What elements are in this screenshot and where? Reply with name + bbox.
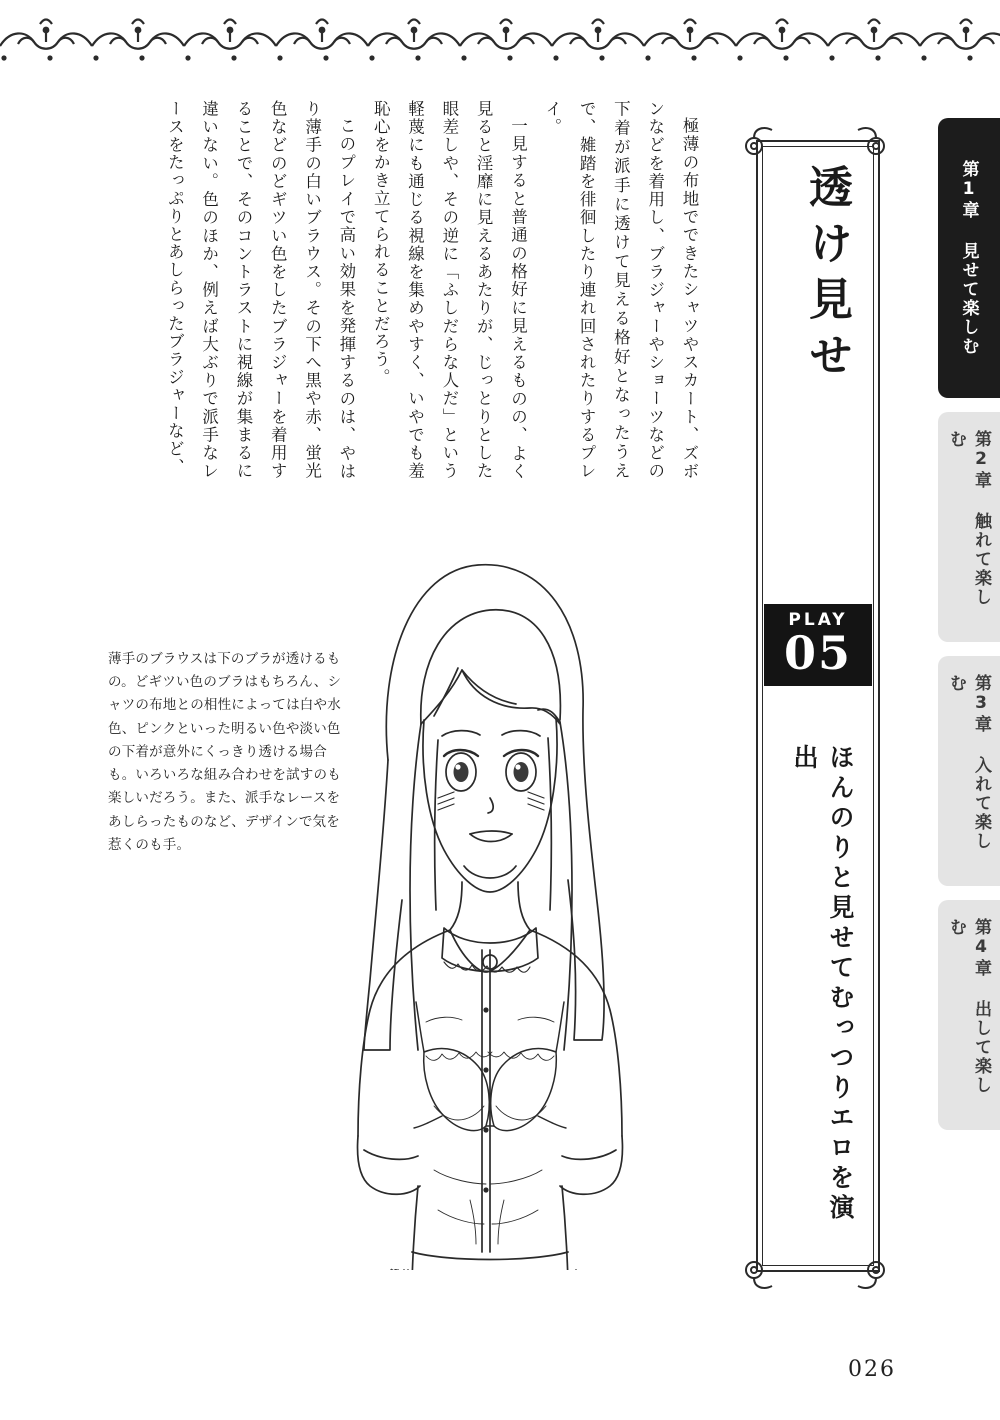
page-title: 透け見せ bbox=[801, 164, 852, 388]
chapter-tab-label: 第3章 入れて楽しむ bbox=[946, 674, 991, 851]
body-paragraph: 極薄の布地でできたシャツやスカート、ズボンなどを着用し、ブラジャーやショーツなどの下着が派手に透けて見える格好となったうえで、雑踏を徘徊したり連れ回されたりするプレイ。 bbox=[542, 100, 699, 480]
section-subtitle: ほんのりと見せてむっつりエロを演出 bbox=[790, 744, 855, 1224]
body-paragraph: このプレイで高い効果を発揮するのは、やはり薄手の白いブラウス。その下へ黒や赤、蛍光色などのどギツい色をしたブラジャーを着用することで、そのコントラストに視線が集まるに違いない。色のほか、例えば大ぶりで派手なレースをたっぷりとあしらったブラジャーなど、 bbox=[165, 100, 356, 480]
article-body bbox=[96, 100, 706, 480]
illustration-caption: 薄手のブラウスは下のブラが透けるもの。どギツい色のブラはもちろん、シャツの布地との相性によっては白や水色、ピンクといった明るい色や淡い色の下着が意外にくっきり透ける場合も。いろいろな組み合わせを試すのも楽しいだろう。また、派手なレースをあしらったものなど、デザインで気を惹くのも手。 bbox=[108, 651, 342, 853]
play-label: PLAY bbox=[788, 610, 848, 630]
scroll-corner-icon bbox=[854, 124, 888, 158]
chapter-tab-list bbox=[938, 118, 1000, 1144]
chapter-tab-label: 第1章 見せて楽しむ bbox=[958, 160, 979, 356]
body-paragraph: 一見すると普通の格好に見えるものの、よく見ると淫靡に見えるあたりが、じっとりとした眼差しや、その逆に「ふしだらな人だ」という軽蔑にも通じる視線を集めやすく、いやでも羞恥心をかき立てられることだろう。 bbox=[371, 100, 528, 480]
scroll-corner-icon bbox=[742, 1258, 776, 1292]
page-top-ornament-border bbox=[0, 0, 1000, 78]
sidebar-item-chapter-2[interactable] bbox=[938, 412, 1000, 642]
section-title-frame bbox=[748, 112, 888, 1302]
chapter-tab-label: 第4章 出して楽しむ bbox=[946, 918, 991, 1095]
scroll-corner-icon bbox=[854, 1258, 888, 1292]
sidebar-item-chapter-1[interactable] bbox=[938, 118, 1000, 398]
page-number: 026 bbox=[848, 1357, 896, 1382]
scroll-corner-icon bbox=[742, 124, 776, 158]
play-number: 05 bbox=[783, 626, 852, 680]
woman-in-sheer-blouse-illustration bbox=[238, 510, 708, 1270]
chapter-tab-label: 第2章 触れて楽しむ bbox=[946, 430, 991, 607]
sidebar-item-chapter-4[interactable] bbox=[938, 900, 1000, 1130]
play-badge bbox=[764, 604, 872, 686]
sidebar-item-chapter-3[interactable] bbox=[938, 656, 1000, 886]
